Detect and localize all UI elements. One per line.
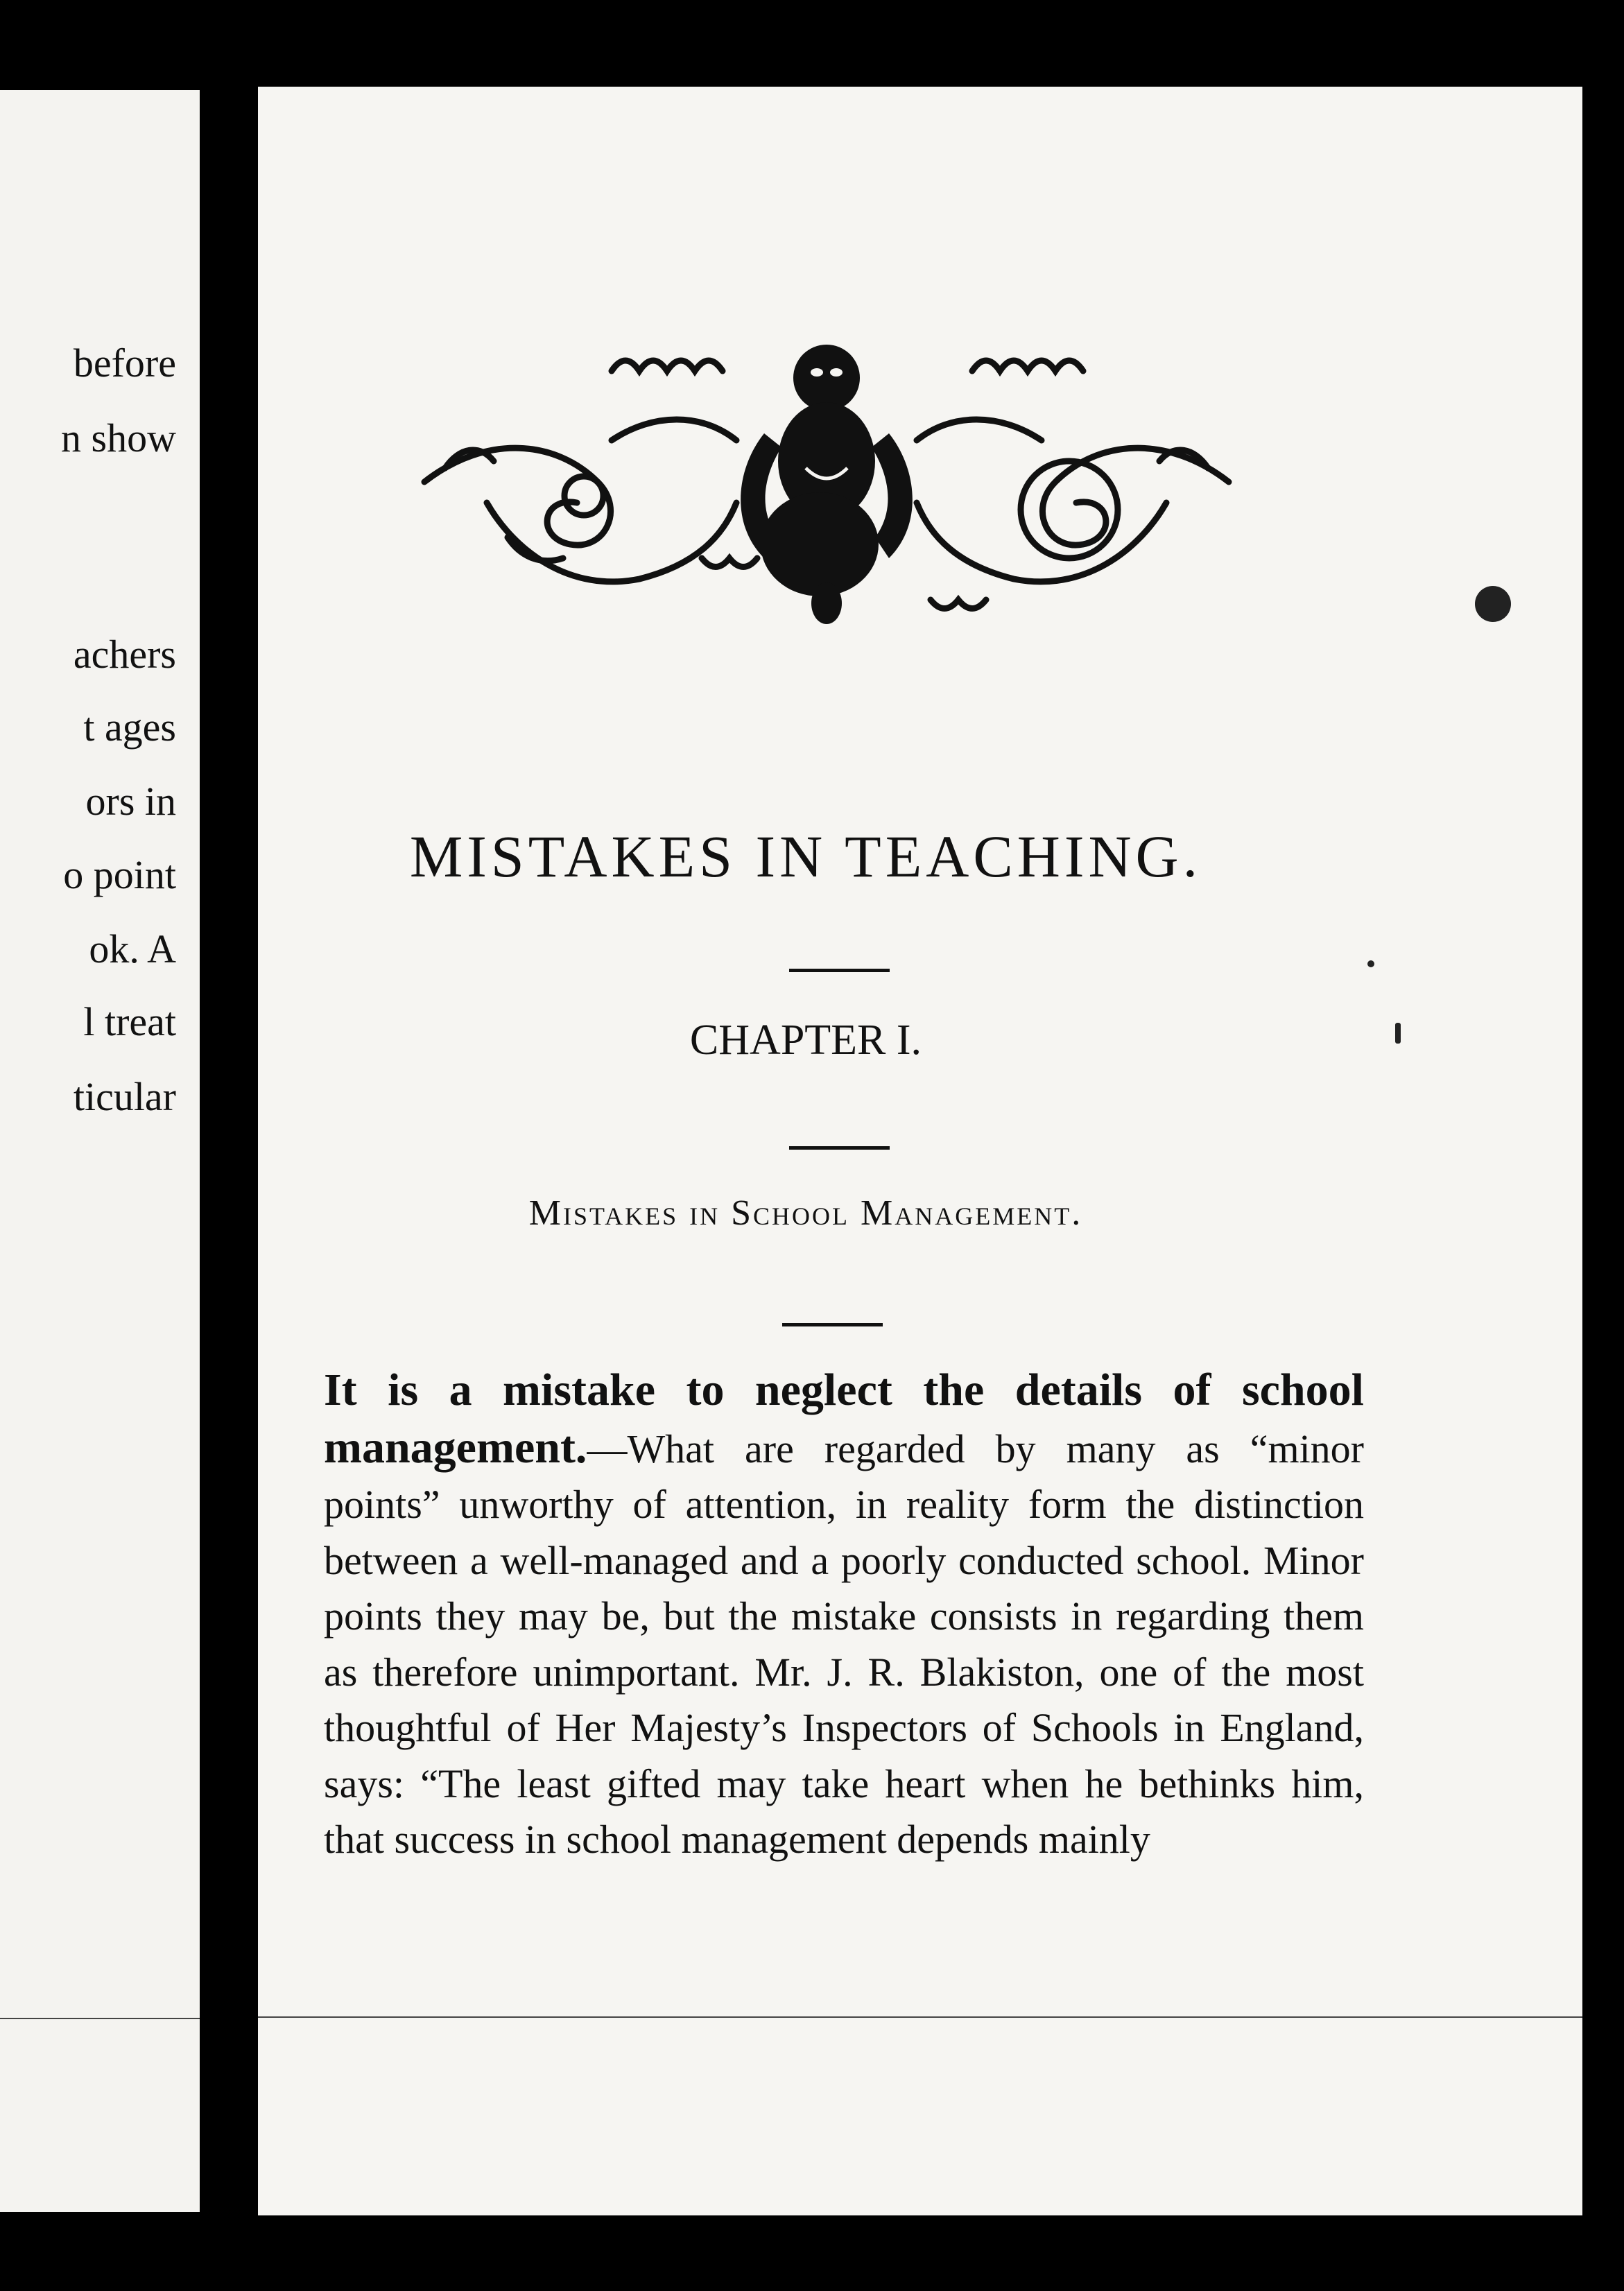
left-page-line: t ages (83, 704, 176, 750)
ink-speck (1395, 1023, 1401, 1044)
paragraph-lead: It is a mistake to neglect the details of school management. (324, 1365, 1364, 1473)
ink-speck (1475, 586, 1511, 622)
left-page-line: ticular (73, 1074, 176, 1119)
page-bottom-rule (258, 2016, 1582, 2018)
section-heading: Mistakes in School Management. (528, 1193, 1083, 1233)
chapter-rule (789, 1146, 890, 1150)
page-bottom-rule (0, 2018, 200, 2019)
left-page-line: ors in (85, 779, 176, 824)
left-page-line: achers (73, 632, 176, 677)
chapter-heading: CHAPTER I. (689, 1017, 922, 1064)
section-rule (782, 1323, 883, 1326)
left-page-line: n show (61, 415, 176, 460)
body-paragraph (324, 1363, 1364, 1868)
left-page-line: before (73, 340, 176, 386)
cherub-scroll-ornament-icon (404, 329, 1250, 634)
left-page-line: l treat (83, 999, 176, 1044)
previous-page-fragment (0, 90, 200, 2212)
ink-speck (1367, 960, 1374, 967)
left-page-line: o point (63, 852, 176, 897)
book-page (258, 87, 1582, 2215)
left-page-line: ok. A (89, 926, 176, 971)
book-title: MISTAKES IN TEACHING. (409, 823, 1202, 890)
title-rule (789, 969, 890, 972)
paragraph-text: —What are regarded by many as “minor points” unworthy of attention, in reality form the distinction between a well-managed and a poorly conducted school. Minor points they may be, but the mistake consists in regarding them as therefore unimportant. Mr. J. R. Blakiston, one of the most thoughtful of Her Majesty’s Inspectors of Schools in England, says: “The least gifted may take heart when he bethinks him, that success in school management depends mainly (324, 1426, 1364, 1862)
